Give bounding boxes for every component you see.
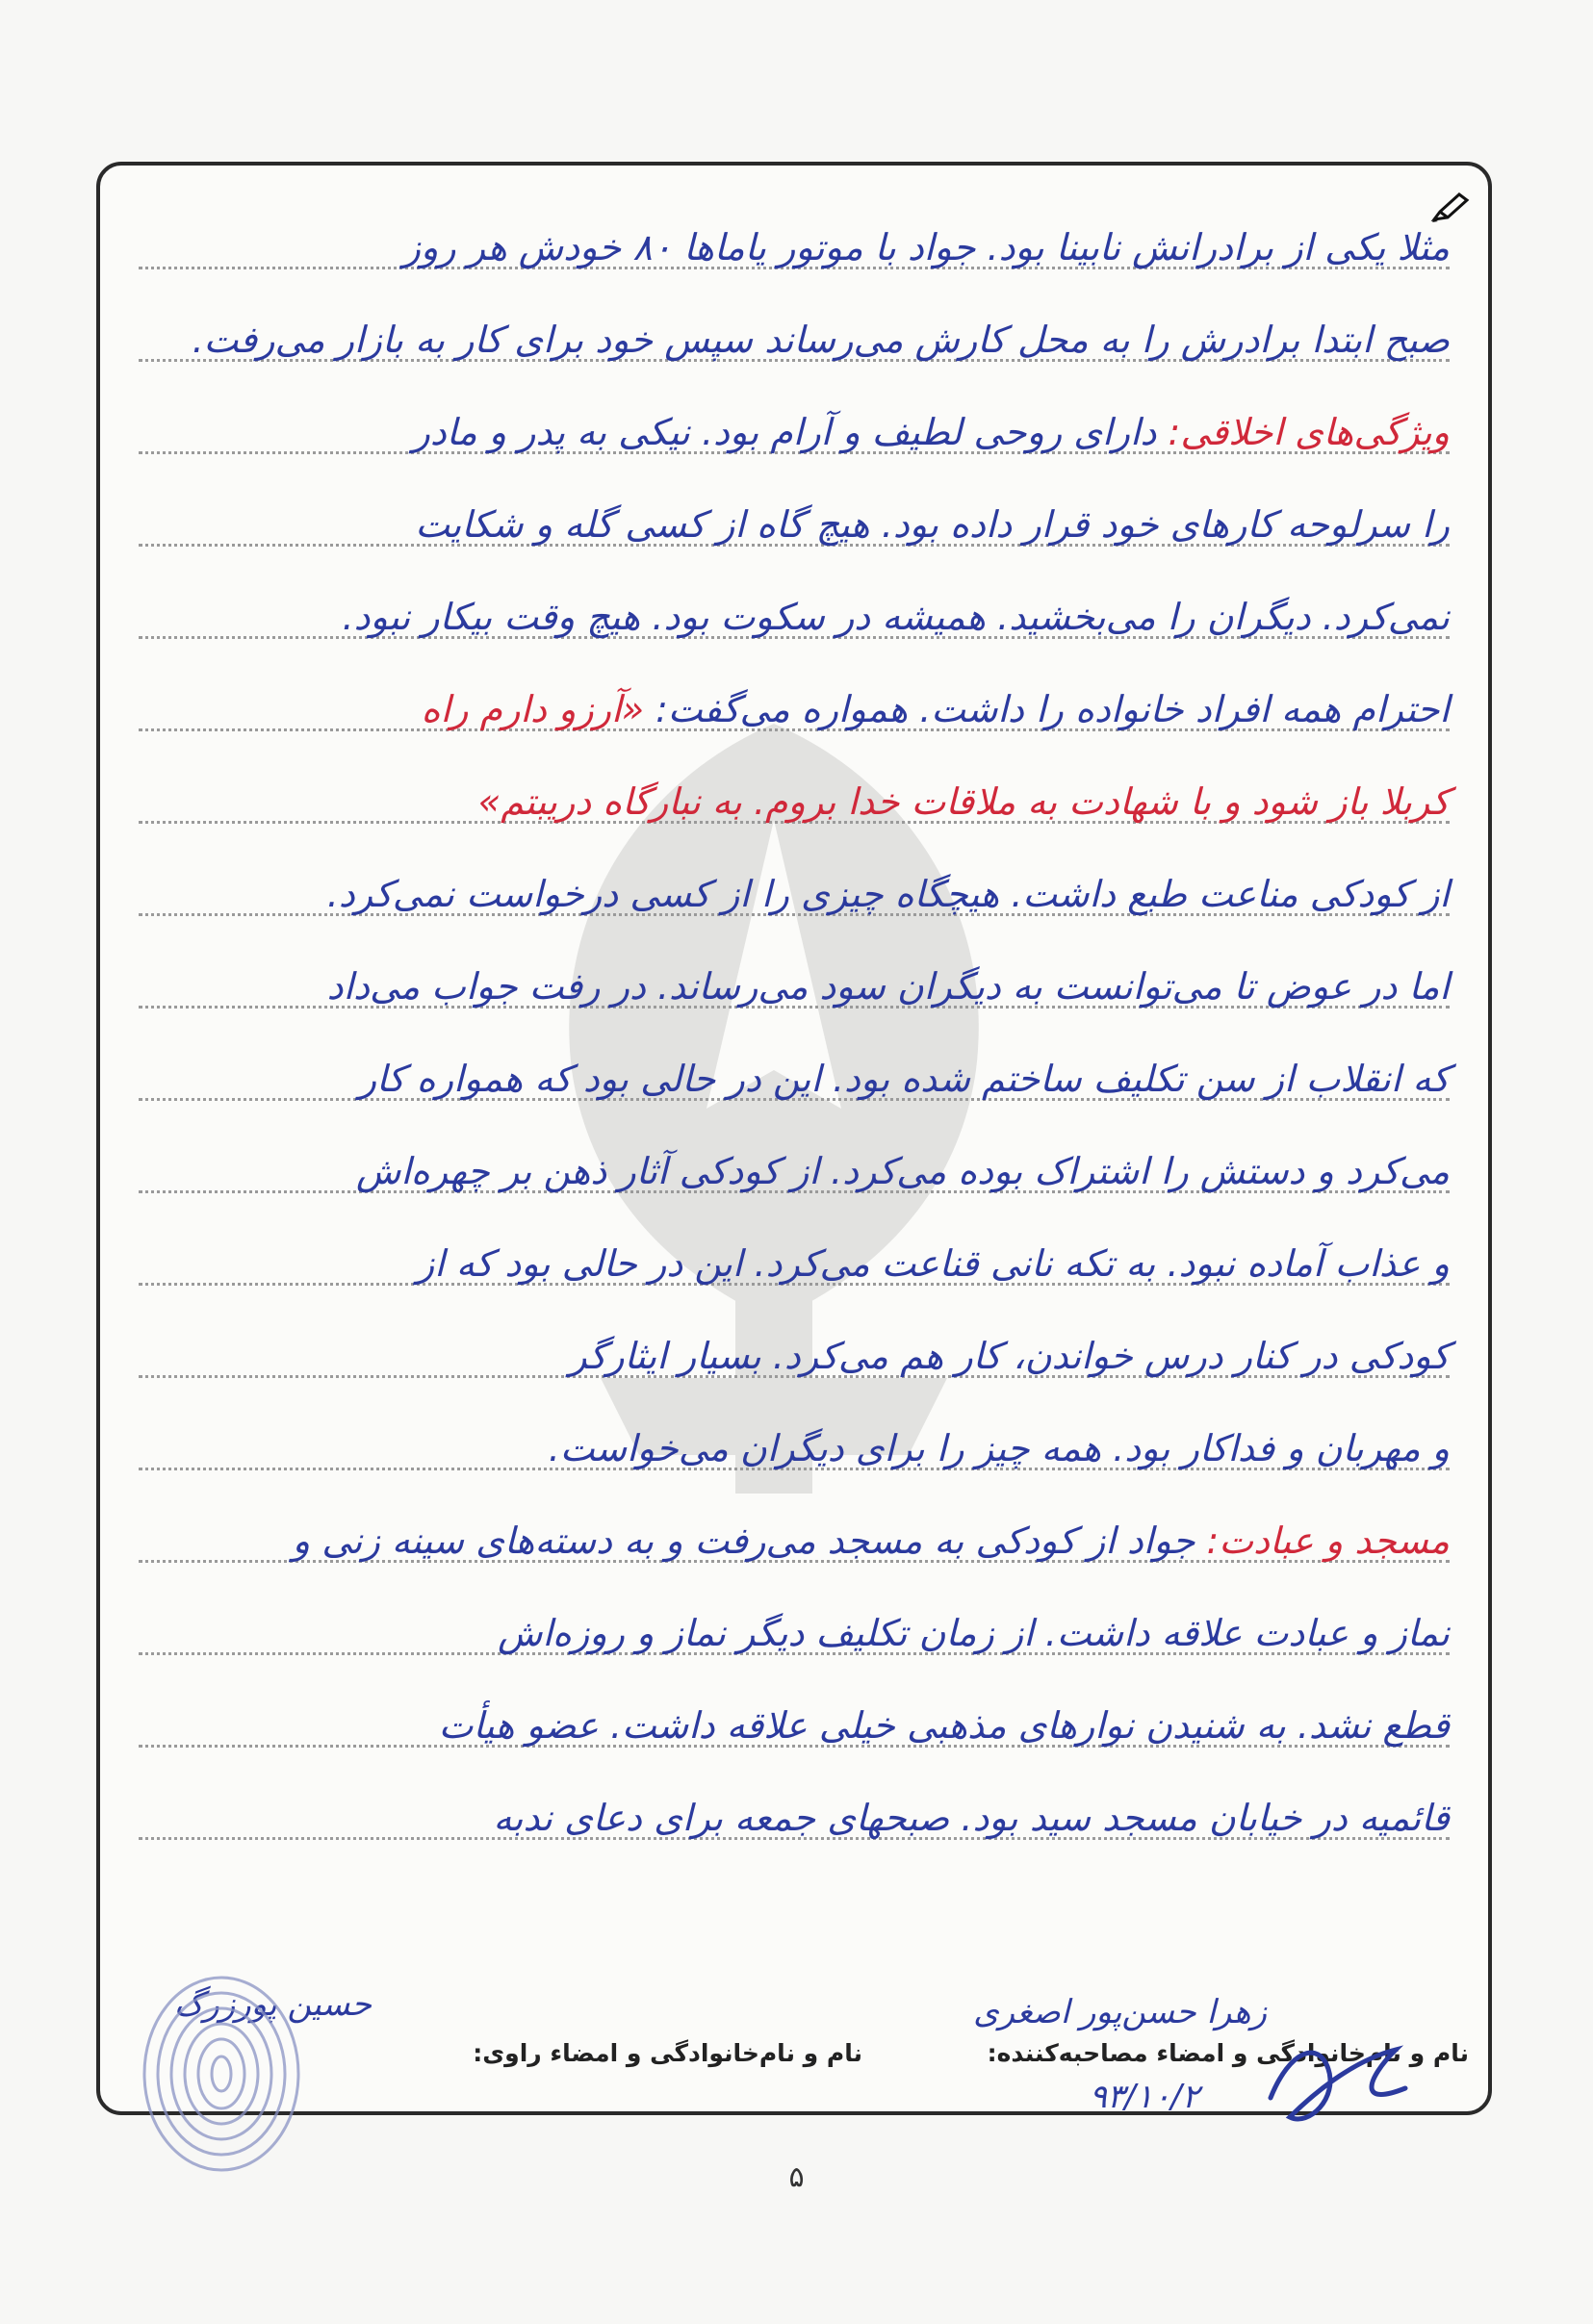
line-segment: نماز و عبادت علاقه داشت. از زمان تکلیف دیگر نماز و روزه‌اش: [498, 1612, 1450, 1654]
text-line: [139, 1118, 1450, 1207]
signature-icon: [1251, 2030, 1425, 2136]
line-segment: را سرلوحه کارهای خود قرار داده بود. هیچ گاه از کسی گله و شکایت: [415, 503, 1450, 546]
line-text: [498, 1612, 1450, 1654]
line-segment: می‌کرد و دستش را اشتراک بوده می‌کرد. از کودکی آثار ذهن بر چهره‌اش: [355, 1150, 1450, 1192]
line-segment: احترام همه افراد خانواده را داشت. همواره می‌گفت:: [644, 688, 1450, 730]
line-text: [421, 688, 1450, 730]
line-text: [358, 1058, 1450, 1100]
line-segment: اما در عوض تا می‌توانست به دیگران سود می‌رساند. در رفت جواب می‌داد: [326, 965, 1450, 1008]
narrator-label: نام و نام‌خانوادگی و امضاء راوی:: [473, 2039, 862, 2067]
page-number: ۵: [788, 2160, 805, 2194]
line-segment: دارای روحی لطیف و آرام بود. نیکی به پدر و مادر: [412, 411, 1169, 453]
line-segment: قائمیه در خیابان مسجد سید بود. صبحهای جمعه برای دعای ندبه: [493, 1797, 1450, 1839]
text-line: [139, 1580, 1450, 1669]
page-frame: [96, 162, 1492, 2115]
line-text: [402, 226, 1450, 268]
line-text: [569, 1335, 1450, 1377]
line-text: [416, 1242, 1450, 1285]
line-segment: و عذاب آماده نبود. به تکه نانی قناعت می‌کرد. این در حالی بود که از: [416, 1242, 1450, 1285]
line-text: [415, 503, 1450, 546]
interviewer-name: زهرا حسن‌پور اصغری: [973, 1993, 1267, 2031]
text-line: [139, 472, 1450, 560]
text-line: [139, 564, 1450, 652]
line-text: [192, 319, 1450, 361]
line-text: [477, 780, 1450, 823]
fingerprint-icon: [125, 1963, 318, 2184]
line-text: [342, 596, 1450, 638]
text-line: [139, 379, 1450, 468]
line-text: [292, 1520, 1450, 1562]
line-text: [493, 1797, 1450, 1839]
text-line: [139, 1765, 1450, 1853]
line-text: [438, 1704, 1450, 1747]
text-line: [139, 287, 1450, 375]
text-line: [139, 194, 1450, 283]
text-line: [139, 749, 1450, 837]
line-segment: و مهربان و فداکار بود. همه چیز را برای دیگران می‌خواست.: [548, 1427, 1450, 1469]
line-segment: مثلا یکی از برادرانش نابینا بود. جواد با موتور یاماها ۸۰ خودش هر روز: [402, 226, 1450, 268]
line-segment: مسجد و عبادت:: [1206, 1520, 1450, 1562]
text-line: [139, 933, 1450, 1022]
line-text: [355, 1150, 1450, 1192]
line-segment: جواد از کودکی به مسجد می‌رفت و به دسته‌های سینه زنی و: [292, 1520, 1207, 1562]
text-line: [139, 1673, 1450, 1761]
line-segment: از کودکی مناعت طبع داشت. هیچگاه چیزی را از کسی درخواست نمی‌کرد.: [326, 873, 1450, 915]
text-line: [139, 656, 1450, 745]
line-text: [548, 1427, 1450, 1469]
interviewer-label: نام و نام‌خانوادگی و امضاء مصاحبه‌کننده:: [987, 2039, 1469, 2067]
text-line: [139, 1211, 1450, 1299]
line-segment: صبح ابتدا برادرش را به محل کارش می‌رساند سپس خود برای کار به بازار می‌رفت.: [192, 319, 1450, 361]
line-segment: «آرزو دارم راه: [421, 688, 645, 730]
line-segment: ویژگی‌های اخلاقی:: [1168, 411, 1450, 453]
sign-date: ۹۳/۱۰/۲: [1089, 2078, 1199, 2115]
line-segment: نمی‌کرد. دیگران را می‌بخشید. همیشه در سکوت بود. هیچ وقت بیکار نبود.: [342, 596, 1450, 638]
text-line: [139, 1395, 1450, 1484]
line-text: [412, 411, 1450, 453]
line-segment: که انقلاب از سن تکلیف ساختم شده بود. این در حالی بود که همواره کار: [358, 1058, 1450, 1100]
text-line: [139, 1488, 1450, 1576]
line-segment: کودکی در کنار درس خواندن، کار هم می‌کرد. بسیار ایثارگر: [569, 1335, 1450, 1377]
line-text: [326, 873, 1450, 915]
handwritten-lines: [139, 166, 1450, 2111]
narrator-name: حسین پورزرگ: [173, 1985, 372, 2024]
line-segment: قطع نشد. به شنیدن نوارهای مذهبی خیلی علاقه داشت. عضو هیأت: [438, 1704, 1450, 1747]
text-line: [139, 1303, 1450, 1392]
line-segment: کربلا باز شود و با شهادت به ملاقات خدا بروم. به نبارگاه دریبتم»: [477, 780, 1450, 823]
text-line: [139, 1026, 1450, 1114]
text-line: [139, 841, 1450, 930]
line-text: [326, 965, 1450, 1008]
